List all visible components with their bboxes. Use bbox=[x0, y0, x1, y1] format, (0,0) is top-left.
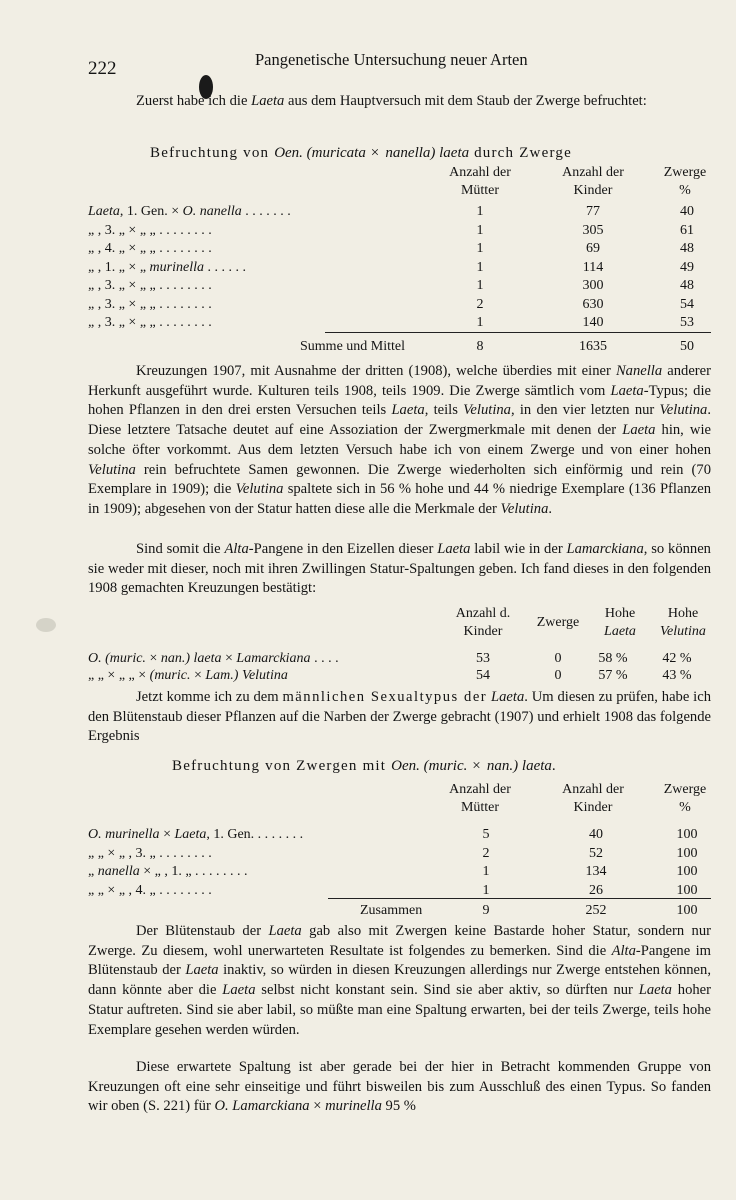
table1-cell: 48 bbox=[680, 278, 694, 293]
table1-cell: 53 bbox=[680, 315, 694, 330]
table3-total-dwarfs: 100 bbox=[676, 903, 698, 918]
table3-total-row bbox=[0, 902, 736, 920]
table1-sum-rule bbox=[325, 332, 711, 333]
table3-header-mothers: Anzahl der Mütter bbox=[449, 782, 511, 815]
table1-cell: 630 bbox=[582, 296, 604, 312]
table1-row bbox=[0, 240, 736, 258]
table2-cell: 43 % bbox=[662, 668, 692, 683]
paragraph-expected-split: Diese erwartete Spaltung ist aber gerade bei der hier in Betracht kommenden Gruppe von Kreuzungen oft eine sehr einseitige und führt bisweilen bis zum Ausschluß des einen Typus. So fanden wir oben (S. 221) für O. Lamarckiana × murinella 95 % bbox=[88, 1059, 711, 1115]
table2-cell: 54 bbox=[476, 668, 490, 683]
table1-row-label: „ , 4. „ × „ „ . . . . . . . . bbox=[88, 241, 212, 256]
table3-total-mothers: 9 bbox=[482, 903, 490, 918]
table1-cell: 114 bbox=[582, 259, 604, 275]
table1-cell: 69 bbox=[586, 241, 600, 256]
table3-row-label: „ nanella × „ , 1. „ . . . . . . . . bbox=[88, 864, 248, 879]
table1-row-label: „ , 3. „ × „ „ . . . . . . . . bbox=[88, 296, 212, 312]
table3-header-dwarfs: Zwerge % bbox=[663, 782, 707, 815]
table3-row bbox=[0, 826, 736, 844]
table1-total-dwarfs: 50 bbox=[680, 339, 694, 354]
table1-caption: Befruchtung von Oen. (muricata × nanella) laeta durch Zwerge bbox=[150, 145, 572, 161]
table3-cell: 100 bbox=[676, 845, 698, 861]
table3-row bbox=[0, 882, 736, 900]
table3-cell: 2 bbox=[482, 845, 490, 861]
table2-header-dwarfs: Zwerge bbox=[536, 615, 580, 630]
table1-cell: 1 bbox=[476, 241, 484, 256]
table1-cell: 77 bbox=[586, 204, 600, 219]
table1-row-label: „ , 3. „ × „ „ . . . . . . . . bbox=[88, 315, 212, 330]
table3-cell: 100 bbox=[676, 827, 698, 842]
table3-cell: 100 bbox=[676, 864, 698, 879]
table3-cell: 100 bbox=[676, 882, 698, 898]
table1-total-label: Summe und Mittel bbox=[300, 339, 405, 354]
table3-cell: 40 bbox=[589, 827, 603, 842]
table1-header-children: Anzahl der Kinder bbox=[562, 165, 624, 198]
table2-header-tall-laeta: Hohe Laeta bbox=[604, 606, 636, 639]
table1-row bbox=[0, 203, 736, 221]
table1-row bbox=[0, 314, 736, 332]
table1-cell: 305 bbox=[582, 222, 604, 238]
table3-row bbox=[0, 863, 736, 881]
paragraph-pollen-result: Der Blütenstaub der Laeta gab also mit Zwergen keine Bastarde hoher Statur, sondern nur Zwerge. Zu diesem, wohl unerwarteten Resultate ist folgendes zu bemerken. Sind die Alta-Pangene im Blütenstaub der Laeta inaktiv, so würden in diesen Kreuzungen allerdings nur Zwerge entstehen können, dann könnte aber die Laeta selbst nicht konstant sein. Sind sie aber aktiv, so dürften nur Laeta hoher Statur auftreten. Sind sie aber labil, so müßte man eine Spaltung erwarten, bei der teils Zwerge, teils hohe Exemplare gesehen werden würden. bbox=[88, 923, 712, 1038]
stain-mark bbox=[36, 618, 56, 632]
table2-row-label: O. (muric. × nan.) laeta × Lamarckiana . . . . bbox=[88, 651, 339, 666]
table1-row bbox=[0, 296, 736, 314]
table1-header-mothers: Anzahl der Mütter bbox=[449, 165, 511, 198]
table1-total-mothers: 8 bbox=[476, 339, 484, 354]
table1-cell: 1 bbox=[476, 278, 484, 293]
table1-cell: 49 bbox=[680, 259, 694, 275]
table1-row-label: Laeta, 1. Gen. × O. nanella . . . . . . . bbox=[88, 204, 291, 219]
table1-cell: 140 bbox=[582, 315, 604, 330]
table3-cell: 1 bbox=[482, 882, 490, 898]
table1-total-row bbox=[0, 338, 736, 356]
table2-cell: 0 bbox=[554, 668, 562, 683]
table2-row-label: „ „ × „ „ × (muric. × Lam.) Velutina bbox=[88, 668, 288, 683]
paragraph-male-sex-type: Jetzt komme ich zu dem männlichen Sexualtypus der Laeta. Um diesen zu prüfen, habe ich den Blütenstaub dieser Pflanzen auf die Narben der Zwerge gebracht (1907) und erhielt 1908 das folgende Ergebnis bbox=[88, 689, 711, 745]
table2-cell: 0 bbox=[554, 651, 562, 666]
table1-row-label: „ , 1. „ × „ murinella . . . . . . bbox=[88, 259, 246, 275]
table3-cell: 1 bbox=[482, 864, 490, 879]
table1-cell: 1 bbox=[476, 259, 484, 275]
table2-row bbox=[0, 667, 736, 685]
table1-cell: 1 bbox=[476, 204, 484, 219]
table3-row-label: „ „ × „ , 3. „ . . . . . . . . bbox=[88, 845, 212, 861]
table3-row bbox=[0, 845, 736, 863]
table3-sum-rule bbox=[328, 898, 711, 899]
running-head: Pangenetische Untersuchung neuer Arten bbox=[255, 50, 528, 69]
table3-total-label: Zusammen bbox=[360, 903, 423, 918]
paragraph-alta-pangene: Sind somit die Alta-Pangene in den Eizellen dieser Laeta labil wie in der Lamarckiana, so können sie weder mit dieser, noch mit ihren Zwillingen Statur-Spaltungen geben. Ich fand dieses in den folgenden 1908 gemachten Kreuzungen bestätigt: bbox=[88, 541, 711, 597]
table3-cell: 52 bbox=[589, 845, 603, 861]
table1-header-dwarfs: Zwerge % bbox=[663, 165, 707, 198]
table1-cell: 2 bbox=[476, 296, 484, 312]
table3-total-children: 252 bbox=[585, 903, 607, 918]
table1-cell: 48 bbox=[680, 241, 694, 256]
table3-header-children: Anzahl der Kinder bbox=[562, 782, 624, 815]
table3-row-label: O. murinella × Laeta, 1. Gen. . . . . . . . bbox=[88, 827, 304, 842]
table1-row bbox=[0, 222, 736, 240]
table1-cell: 61 bbox=[680, 222, 694, 238]
table1-total-children: 1635 bbox=[579, 339, 607, 354]
table2-cell: 57 % bbox=[598, 668, 628, 683]
table3-cell: 5 bbox=[482, 827, 490, 842]
table3-row-label: „ „ × „ , 4. „ . . . . . . . . bbox=[88, 882, 212, 898]
table1-cell: 300 bbox=[582, 278, 604, 293]
table2-cell: 58 % bbox=[598, 651, 628, 666]
table3-caption: Befruchtung von Zwergen mit Oen. (muric. × nan.) laeta. bbox=[172, 758, 557, 774]
table3-cell: 134 bbox=[585, 864, 607, 879]
table1-row bbox=[0, 259, 736, 277]
table1-cell: 1 bbox=[476, 222, 484, 238]
table1-cell: 1 bbox=[476, 315, 484, 330]
table2-cell: 42 % bbox=[662, 651, 692, 666]
table1-row-label: „ , 3. „ × „ „ . . . . . . . . bbox=[88, 222, 212, 238]
table1-cell: 40 bbox=[680, 204, 694, 219]
table2-header-tall-velutina: Hohe Velutina bbox=[660, 606, 706, 639]
page-number: 222 bbox=[88, 58, 117, 79]
intro-paragraph: Zuerst habe ich die Laeta aus dem Hauptversuch mit dem Staub der Zwerge befruchtet: bbox=[136, 93, 647, 109]
table2-header-children: Anzahl d. Kinder bbox=[455, 606, 511, 639]
table1-cell: 54 bbox=[680, 296, 694, 312]
table1-row bbox=[0, 277, 736, 295]
table3-cell: 26 bbox=[589, 882, 603, 898]
table2-cell: 53 bbox=[476, 651, 490, 666]
table2-row bbox=[0, 650, 736, 668]
table1-row-label: „ , 3. „ × „ „ . . . . . . . . bbox=[88, 278, 212, 293]
paragraph-crossings-1907: Kreuzungen 1907, mit Ausnahme der dritten (1908), welche überdies mit einer Nanella anderer Herkunft ausgeführt wurde. Kulturen teils 1908, teils 1909. Die Zwerge sämtlich vom Laeta-Typus; die hohen Pflanzen in den drei ersten Versuchen teils Laeta, teils Velutina, in den vier letzten nur Velutina. Diese letztere Tatsache deutet auf eine Assoziation der Zwergmerkmale mit denen der Laeta hin, wie solche öfter vorkommt. Aus dem letzten Versuch habe ich von einem Zwerge und von einer hohen Velutina rein befruchtete Samen gewonnen. Die Zwerge wiederholten sich einförmig und rein (70 Exemplare in 1909); die Velutina spaltete sich in 56 % hohe und 44 % niedrige Exemplare (136 Pflanzen in 1909); abgesehen von der Statur hatten diese alle die Merkmale der Velutina. bbox=[88, 363, 712, 517]
